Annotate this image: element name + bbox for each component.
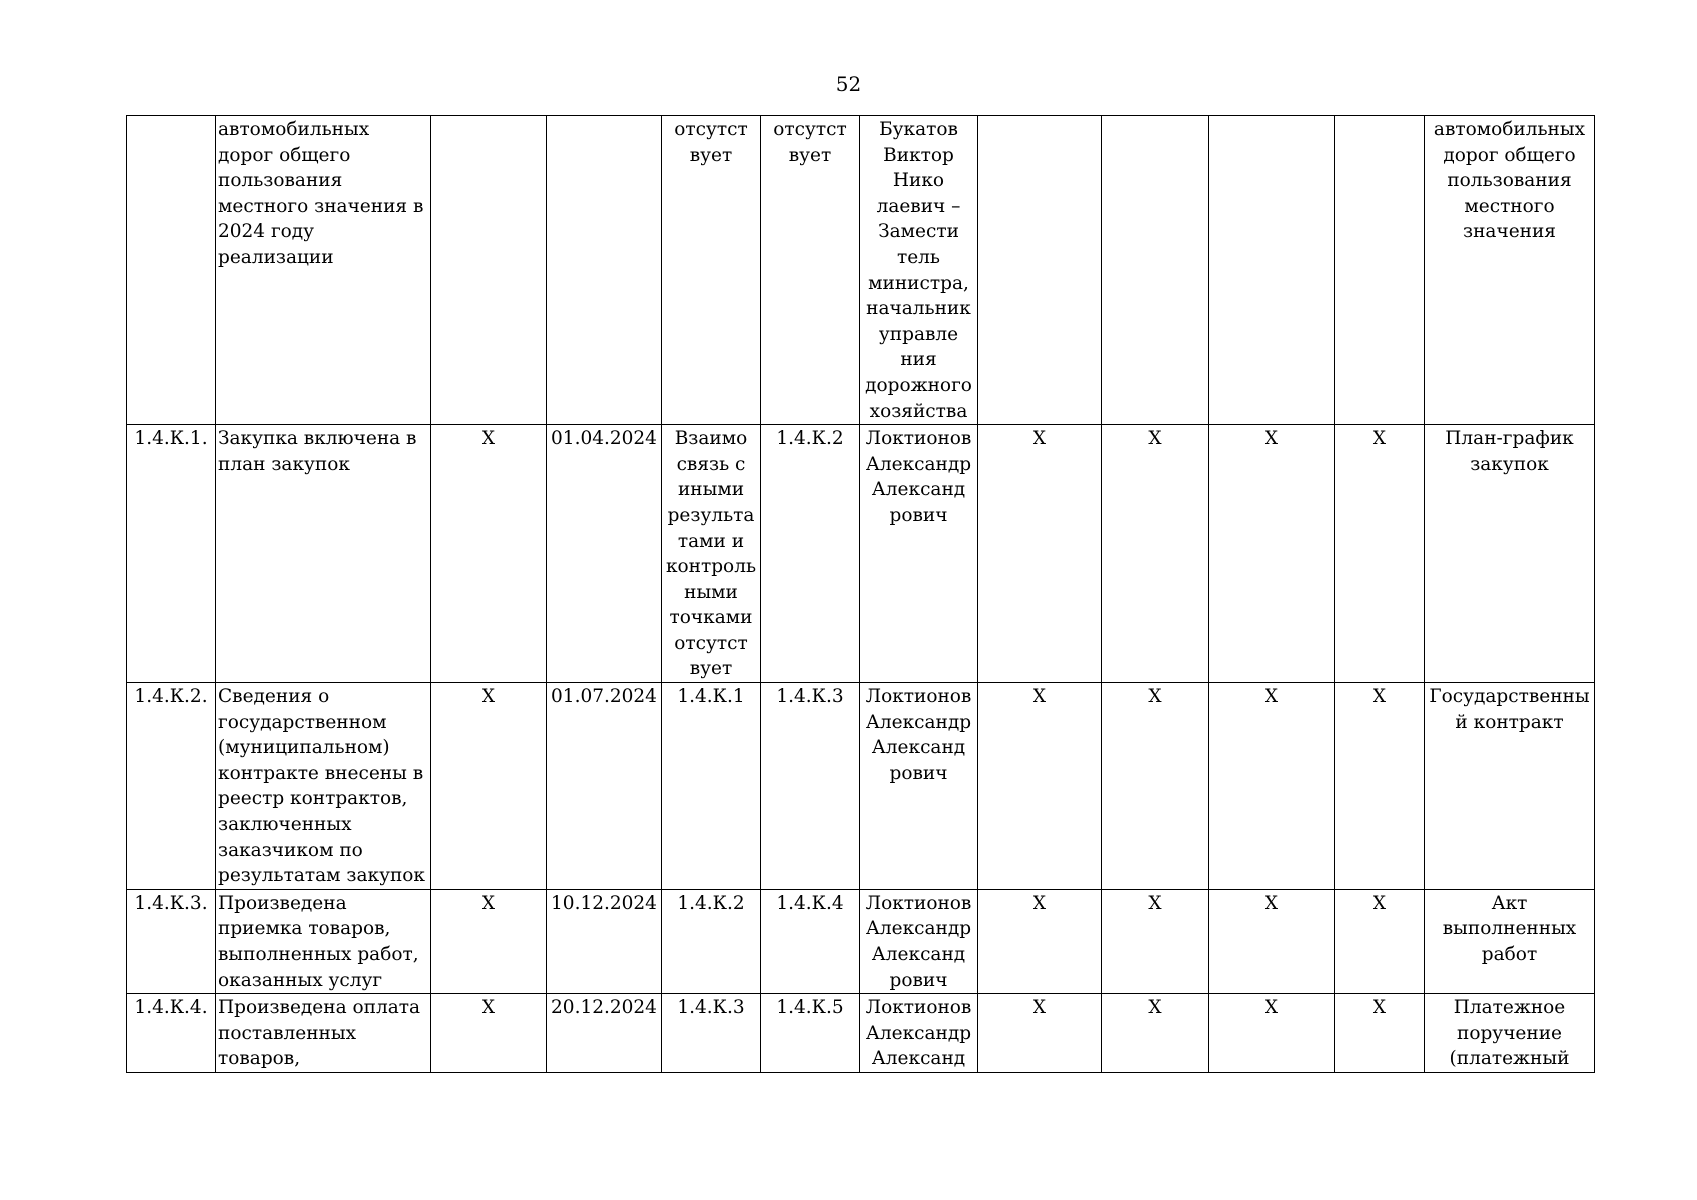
- end-cell: 20.12.2024: [547, 994, 662, 1073]
- x-cell: X: [978, 994, 1102, 1073]
- table-row: [127, 116, 1595, 425]
- x-cell: X: [1209, 425, 1335, 683]
- document-cell: автомобильных дорог общего пользования местного значения: [1425, 116, 1595, 425]
- predecessor-cell: 1.4.К.1: [662, 683, 761, 890]
- end-cell: 01.07.2024: [547, 683, 662, 890]
- code-cell: 1.4.К.2.: [127, 683, 216, 890]
- end-cell: 10.12.2024: [547, 889, 662, 993]
- x-cell: [1209, 116, 1335, 425]
- table-row: [127, 889, 1595, 993]
- x-cell: X: [1335, 889, 1425, 993]
- x-cell: X: [1335, 683, 1425, 890]
- table-row: [127, 425, 1595, 683]
- name-cell: Сведения о государственном (муниципальном) контракте внесены в реестр контрактов, заключенных заказчиком по результатам закупок: [216, 683, 431, 890]
- start-cell: X: [431, 425, 547, 683]
- table-row: [127, 683, 1595, 890]
- x-cell: [1335, 116, 1425, 425]
- code-cell: 1.4.К.1.: [127, 425, 216, 683]
- x-cell: X: [978, 889, 1102, 993]
- predecessor-cell: отсутст вует: [662, 116, 761, 425]
- start-cell: [431, 116, 547, 425]
- responsible-cell: Букатов Виктор Нико лаевич – Замести тель министра, начальник управле ния дорожного хозяйства: [860, 116, 978, 425]
- predecessor-cell: 1.4.К.3: [662, 994, 761, 1073]
- table-row: [127, 994, 1595, 1073]
- name-cell: автомобильных дорог общего пользования местного значения в 2024 году реализации: [216, 116, 431, 425]
- x-cell: X: [1335, 425, 1425, 683]
- start-cell: X: [431, 683, 547, 890]
- x-cell: X: [1209, 683, 1335, 890]
- name-cell: Произведена оплата поставленных товаров,: [216, 994, 431, 1073]
- x-cell: X: [1335, 994, 1425, 1073]
- document-cell: Акт выполненных работ: [1425, 889, 1595, 993]
- x-cell: X: [1102, 994, 1209, 1073]
- x-cell: X: [1102, 425, 1209, 683]
- responsible-cell: Локтионов Александр Александ рович: [860, 889, 978, 993]
- x-cell: X: [1102, 683, 1209, 890]
- start-cell: X: [431, 994, 547, 1073]
- name-cell: Закупка включена в план закупок: [216, 425, 431, 683]
- code-cell: 1.4.К.4.: [127, 994, 216, 1073]
- end-cell: [547, 116, 662, 425]
- successor-cell: отсутст вует: [761, 116, 860, 425]
- name-cell: Произведена приемка товаров, выполненных работ, оказанных услуг: [216, 889, 431, 993]
- start-cell: X: [431, 889, 547, 993]
- successor-cell: 1.4.К.5: [761, 994, 860, 1073]
- document-cell: Государственный контракт: [1425, 683, 1595, 890]
- x-cell: X: [978, 683, 1102, 890]
- responsible-cell: Локтионов Александр Александ: [860, 994, 978, 1073]
- x-cell: [1102, 116, 1209, 425]
- x-cell: X: [1209, 994, 1335, 1073]
- code-cell: 1.4.К.3.: [127, 889, 216, 993]
- successor-cell: 1.4.К.3: [761, 683, 860, 890]
- successor-cell: 1.4.К.4: [761, 889, 860, 993]
- code-cell: [127, 116, 216, 425]
- x-cell: X: [978, 425, 1102, 683]
- x-cell: X: [1209, 889, 1335, 993]
- x-cell: [978, 116, 1102, 425]
- end-cell: 01.04.2024: [547, 425, 662, 683]
- predecessor-cell: 1.4.К.2: [662, 889, 761, 993]
- control-points-table: [126, 115, 1595, 1073]
- document-cell: Платежное поручение (платежный: [1425, 994, 1595, 1073]
- responsible-cell: Локтионов Александр Александ рович: [860, 683, 978, 890]
- responsible-cell: Локтионов Александр Александ рович: [860, 425, 978, 683]
- x-cell: X: [1102, 889, 1209, 993]
- page-number: 52: [835, 72, 862, 96]
- predecessor-cell: Взаимо связь с иными результа тами и контроль ными точками отсутст вует: [662, 425, 761, 683]
- document-cell: План-график закупок: [1425, 425, 1595, 683]
- successor-cell: 1.4.К.2: [761, 425, 860, 683]
